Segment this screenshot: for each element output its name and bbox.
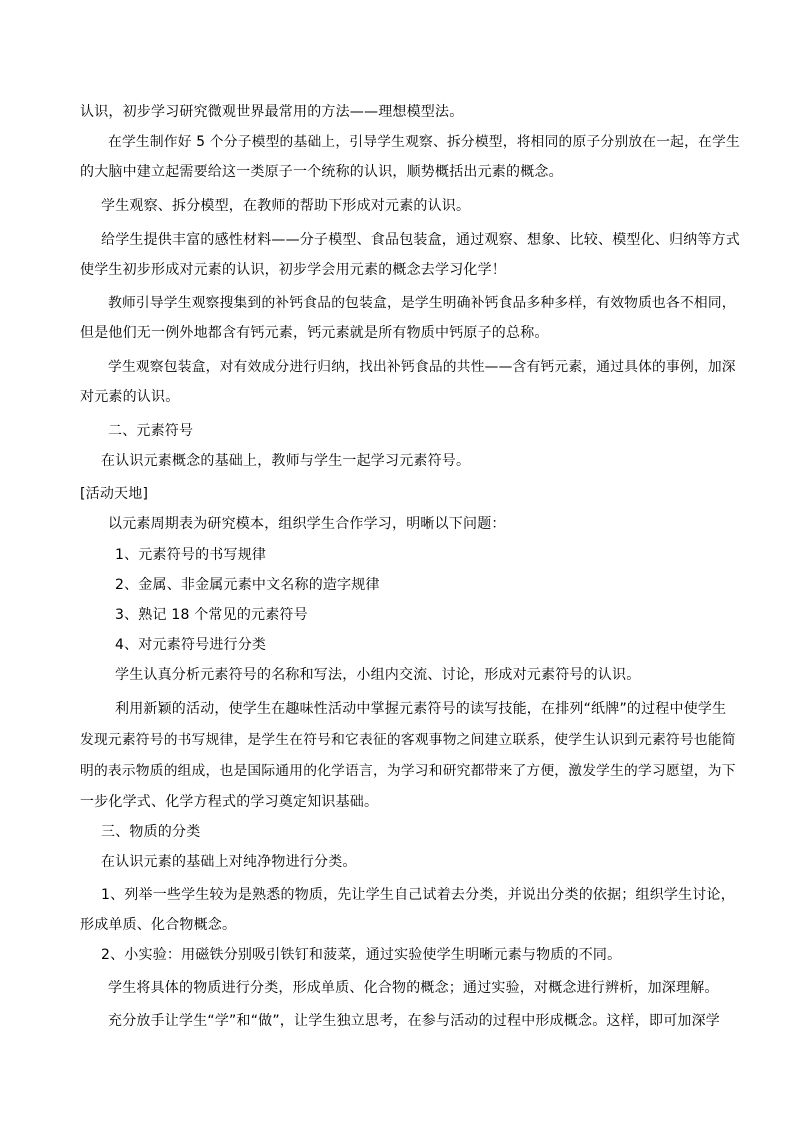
text-line-8: 但是他们无一例外地都含有钙元素，钙元素就是所有物质中钙原子的总称。	[80, 325, 549, 341]
text-line-12: 在认识元素概念的基础上，教师与学生一起学习元素符号。	[101, 453, 471, 469]
section-heading-3: 三、物质的分类	[101, 824, 201, 840]
text-line-29: 学生将具体的物质进行分类，形成单质、化合物的概念；通过实验，对概念进行辨析，加深理解。	[108, 980, 719, 996]
text-line-9: 学生观察包装盒，对有效成分进行归纳，找出补钙食品的共性——含有钙元素，通过具体的事例，加深	[108, 359, 736, 375]
list-item-4: 4、对元素符号进行分类	[115, 637, 267, 653]
text-line-21: 发现元素符号的书写规律，是学生在符号和它表征的客观事物之间建立联系，使学生认识到元素符号也能简	[80, 732, 736, 748]
text-line-5: 给学生提供丰富的感性材料——分子模型、食品包装盒，通过观察、想象、比较、模型化、归纳等方式	[101, 232, 740, 248]
text-line-2: 在学生制作好 5 个分子模型的基础上，引导学生观察、拆分模型，将相同的原子分别放在一起，在学生	[108, 134, 740, 150]
text-line-14: 以元素周期表为研究模本，组织学生合作学习，明晰以下问题：	[108, 516, 506, 532]
text-line-20: 利用新颖的活动，使学生在趣味性活动中掌握元素符号的读写技能，在排列“纸牌”的过程中使学生	[115, 701, 727, 717]
section-heading-2: 二、元素符号	[108, 423, 194, 439]
text-line-30: 充分放手让学生“学”和“做”，让学生独立思考，在参与活动的过程中形成概念。这样，即可加深学	[108, 1013, 721, 1029]
text-line-10: 对元素的认识。	[80, 389, 180, 405]
text-line-6: 使学生初步形成对元素的认识，初步学会用元素的概念去学习化学！	[80, 262, 506, 278]
activity-label: [活动天地]	[80, 486, 149, 502]
text-line-25: 在认识元素的基础上对纯净物进行分类。	[101, 854, 357, 870]
text-line-23: 一步化学式、化学方程式的学习奠定知识基础。	[80, 794, 379, 810]
text-line-3: 的大脑中建立起需要给这一类原子一个统称的认识，顺势概括出元素的概念。	[80, 164, 563, 180]
text-line-27: 形成单质、化合物概念。	[80, 917, 237, 933]
list-item-1: 1、元素符号的书写规律	[115, 547, 267, 563]
list-item-2: 2、金属、非金属元素中文名称的造字规律	[115, 577, 380, 593]
text-line-7: 教师引导学生观察搜集到的补钙食品的包装盒，是学生明确补钙食品多种多样，有效物质也各不相同，	[108, 295, 736, 311]
text-line-1: 认识，初步学习研究微观世界最常用的方法——理想模型法。	[80, 104, 464, 120]
text-line-26: 1、列举一些学生较为是熟悉的物质，先让学生自己试着去分类，并说出分类的依据；组织学生讨论，	[101, 887, 735, 903]
text-line-28: 2、小实验：用磁铁分别吸引铁钉和菠菜，通过实验使学生明晰元素与物质的不同。	[101, 947, 622, 963]
text-line-22: 明的表示物质的组成，也是国际通用的化学语言，为学习和研究都带来了方便，激发学生的学习愿望，为下	[80, 763, 736, 779]
list-item-3: 3、熟记 18 个常见的元素符号	[115, 607, 308, 623]
text-line-19: 学生认真分析元素符号的名称和写法，小组内交流、讨论，形成对元素符号的认识。	[115, 667, 641, 683]
text-line-4: 学生观察、拆分模型，在教师的帮助下形成对元素的认识。	[101, 198, 471, 214]
